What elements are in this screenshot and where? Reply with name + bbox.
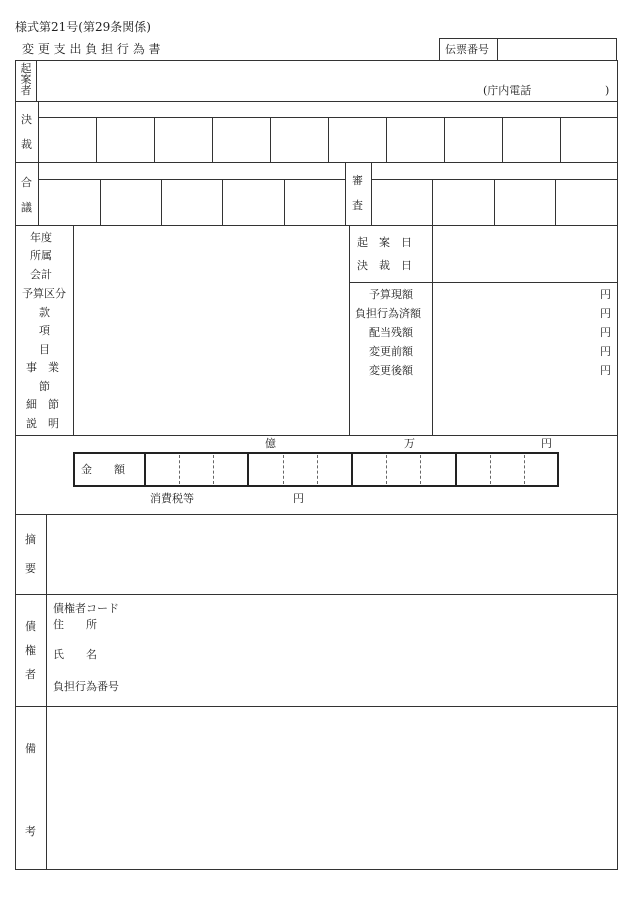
commitment-number-label: 負担行為番号 xyxy=(53,680,119,693)
draft-date-label: 起 案 日 xyxy=(357,236,412,249)
creditor-field[interactable] xyxy=(130,598,615,702)
dates-field[interactable] xyxy=(435,228,615,280)
council-label-1: 合 xyxy=(21,176,32,189)
budget-category-label: 予算区分 xyxy=(22,287,66,300)
creditor-label-1: 債 xyxy=(25,620,36,633)
amount-label-1: 負担行為済額 xyxy=(355,307,421,320)
creditor-label-2: 権 xyxy=(25,644,36,657)
decision-label-2: 裁 xyxy=(21,138,32,151)
amounts-field[interactable] xyxy=(435,285,597,380)
kou-label: 項 xyxy=(39,324,50,337)
summary-field[interactable] xyxy=(49,517,615,591)
review-label-1: 審 xyxy=(352,174,363,187)
creditor-label-3: 者 xyxy=(25,668,36,681)
moku-label: 目 xyxy=(39,343,50,356)
drafter-field[interactable] xyxy=(40,62,470,98)
year-label: 年度 xyxy=(30,231,52,244)
council-label-2: 議 xyxy=(21,201,32,214)
budget-detail-field[interactable] xyxy=(76,228,346,432)
address-label: 住 所 xyxy=(53,618,97,631)
amount-label: 金 額 xyxy=(81,463,125,476)
oku-unit: 億 xyxy=(265,437,276,450)
kan-label: 款 xyxy=(39,306,50,319)
summary-label-2: 要 xyxy=(25,562,36,575)
remarks-label-1: 備 xyxy=(25,742,36,755)
phone-close: ) xyxy=(605,84,610,97)
remarks-label-2: 考 xyxy=(25,825,36,838)
voucher-number-field[interactable] xyxy=(500,40,615,58)
form-number: 様式第21号(第29条関係) xyxy=(15,20,151,34)
decision-date-label: 決 裁 日 xyxy=(357,259,412,272)
voucher-label: 伝票番号 xyxy=(445,43,489,56)
amount-label-4: 変更後額 xyxy=(369,364,413,377)
tax-label: 消費税等 xyxy=(150,492,194,505)
remarks-field[interactable] xyxy=(49,709,615,867)
setsu-label: 節 xyxy=(39,380,50,393)
amount-unit-1: 円 xyxy=(600,307,611,320)
en-unit: 円 xyxy=(541,437,552,450)
drafter-label: 起 案 者 xyxy=(20,62,32,97)
amount-unit-3: 円 xyxy=(600,345,611,358)
amount-unit-0: 円 xyxy=(600,288,611,301)
amount-unit-2: 円 xyxy=(600,326,611,339)
summary-label-1: 摘 xyxy=(25,533,36,546)
amount-label-3: 変更前額 xyxy=(369,345,413,358)
review-label-2: 査 xyxy=(352,199,363,212)
account-label: 会計 xyxy=(30,268,52,281)
saisetsu-label: 細 節 xyxy=(26,398,59,411)
amount-label-2: 配当残額 xyxy=(369,326,413,339)
project-label: 事 業 xyxy=(26,361,59,374)
form-title: 変 更 支 出 負 担 行 為 書 xyxy=(22,42,161,56)
phone-label: (庁内電話 xyxy=(483,84,532,97)
decision-label-1: 決 xyxy=(21,113,32,126)
desc-label: 説 明 xyxy=(26,417,59,430)
creditor-code-label: 債権者コード xyxy=(53,602,119,615)
amount-digits-field[interactable] xyxy=(147,455,556,484)
amount-label-0: 予算現額 xyxy=(369,288,413,301)
tax-field[interactable] xyxy=(205,490,290,506)
amount-unit-4: 円 xyxy=(600,364,611,377)
tax-unit: 円 xyxy=(293,492,304,505)
man-unit: 万 xyxy=(404,437,415,450)
dept-label: 所属 xyxy=(30,249,52,262)
name-label: 氏 名 xyxy=(53,648,97,661)
